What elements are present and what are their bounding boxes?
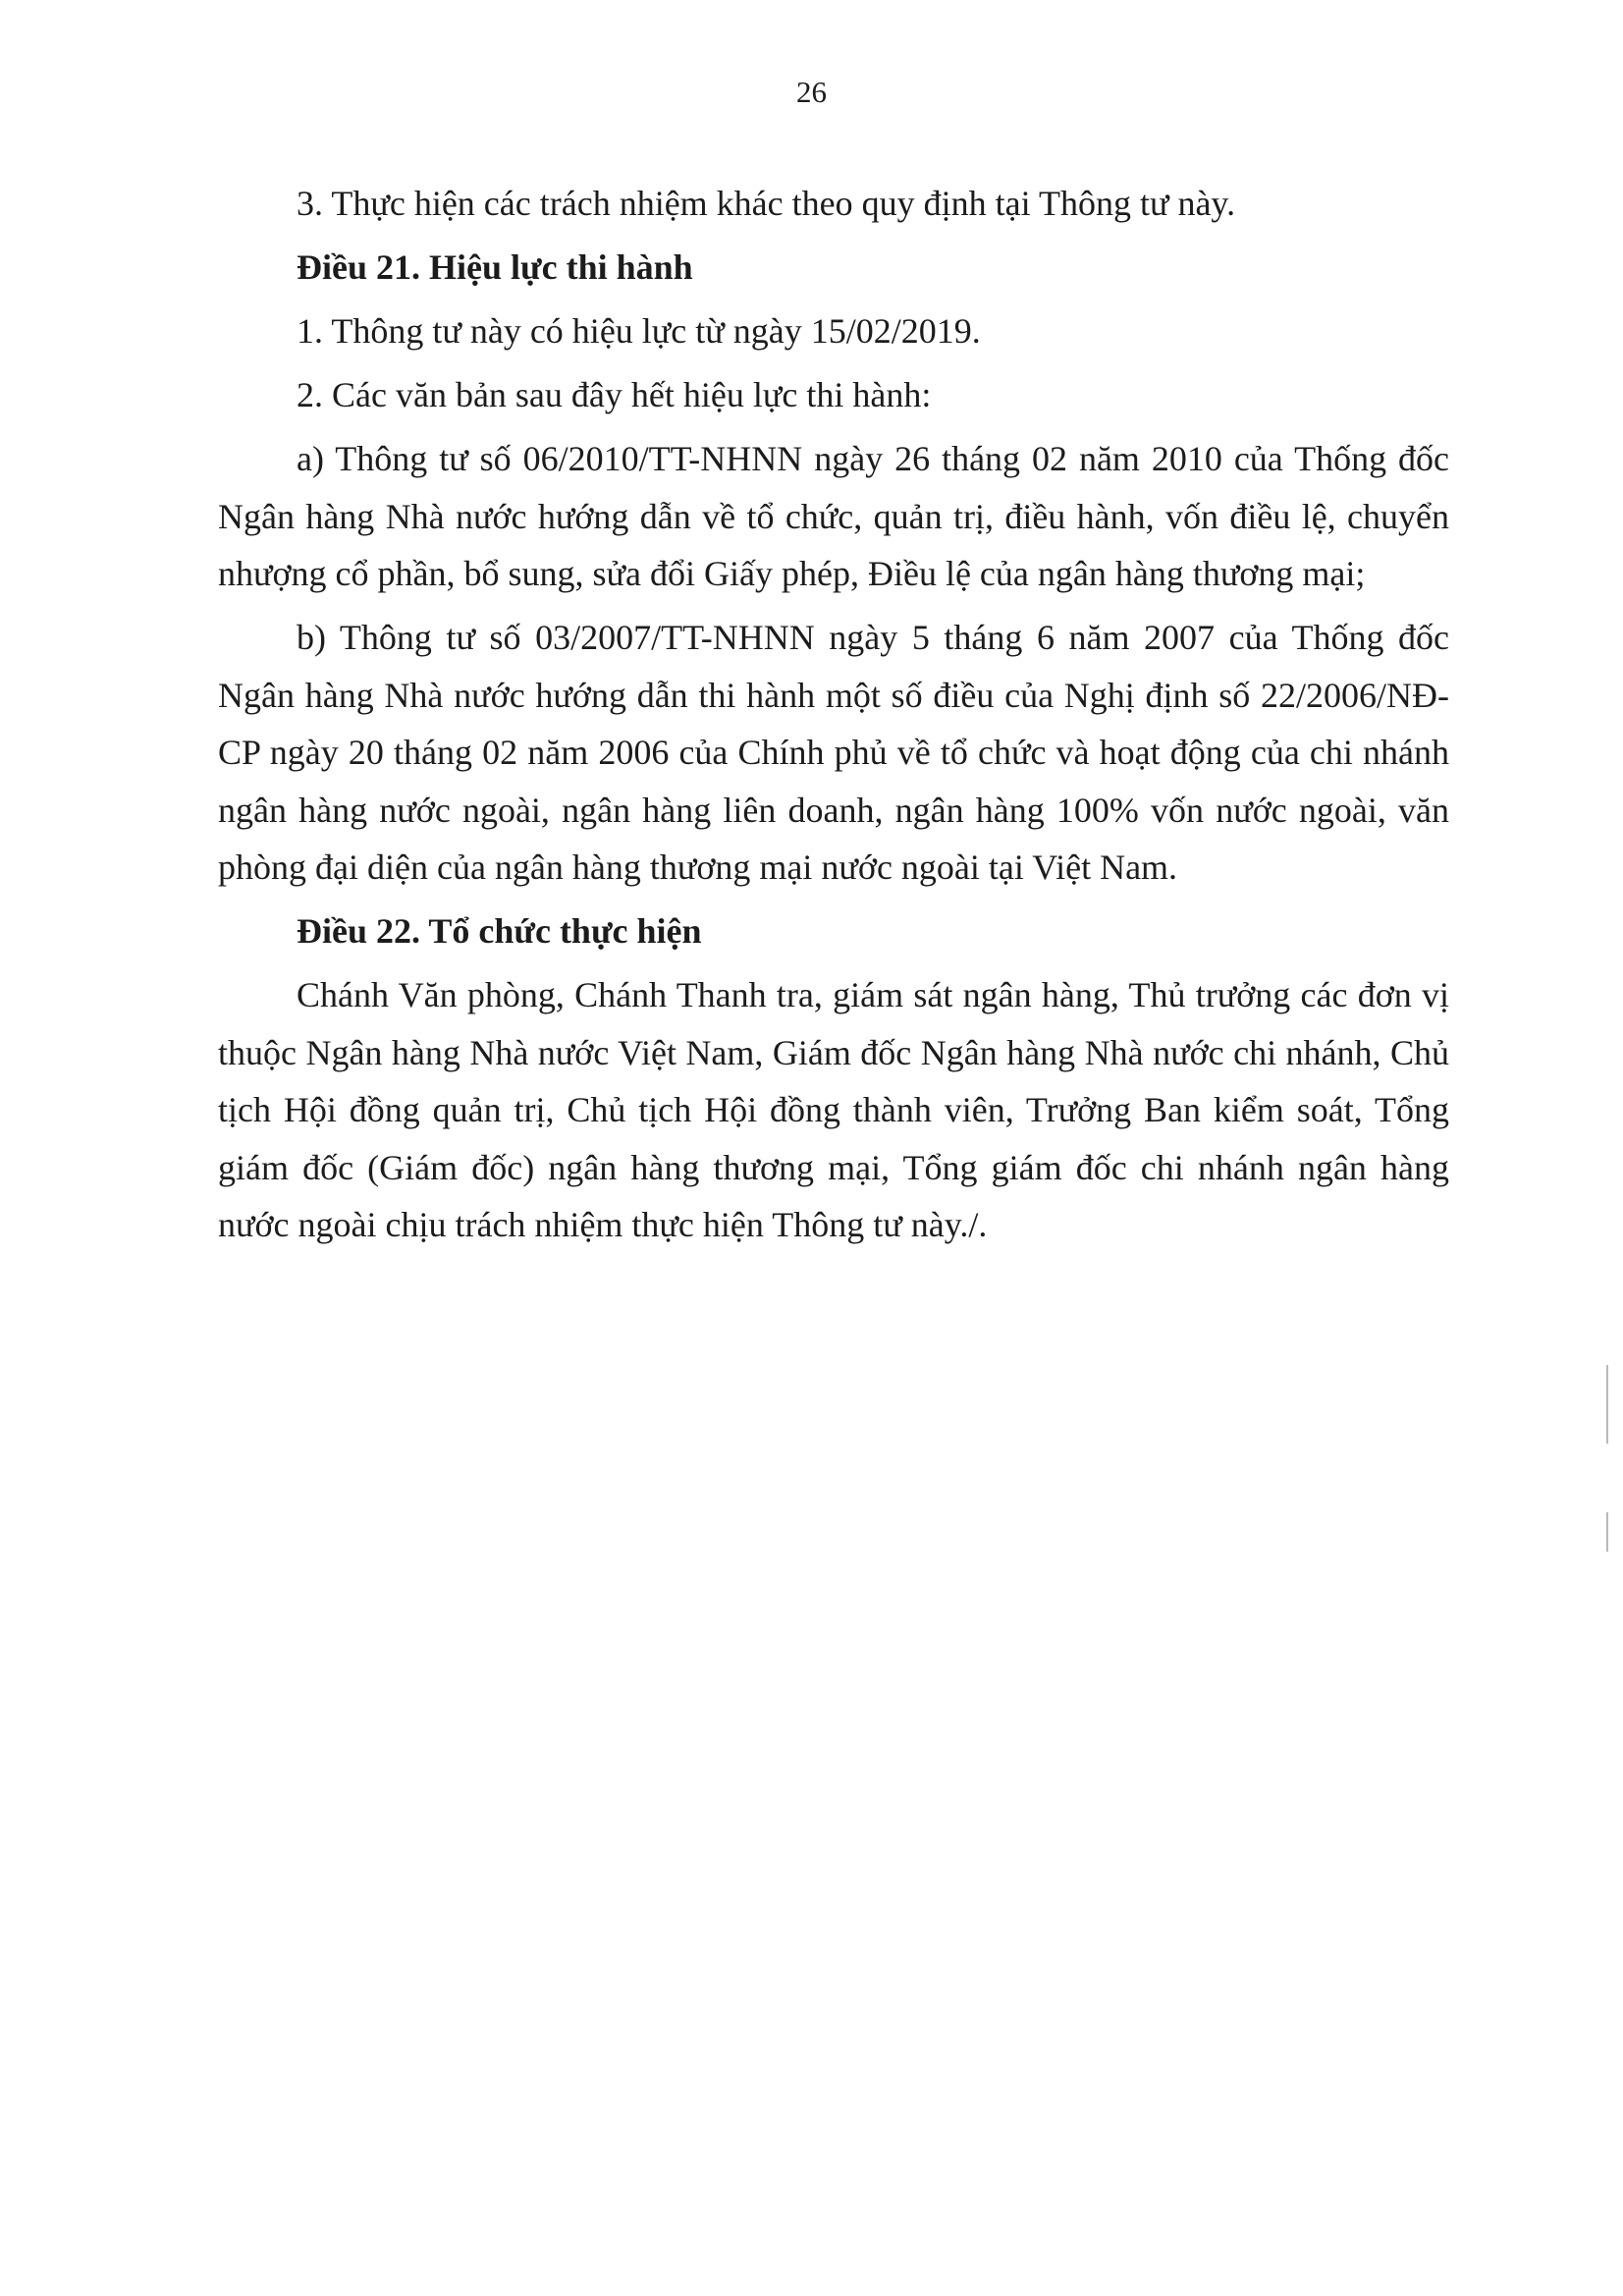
clause-2-paragraph: 2. Các văn bản sau đây hết hiệu lực thi hành: xyxy=(297,375,932,414)
item-b-paragraph: b) Thông tư số 03/2007/TT-NHNN ngày 5 tháng 6 năm 2007 của Thống đốc Ngân hàng Nhà nước hướng dẫn thi hành một số điều của Nghị định số 22/2006/NĐ-CP ngày 20 tháng 02 năm 2006 của Chính phủ về tổ chức và hoạt động của chi nhánh ngân hàng nước ngoài, ngân hàng liên doanh, ngân hàng 100% vốn nước ngoài, văn phòng đại diện của ngân hàng thương mại nước ngoài tại Việt Nam. xyxy=(218,618,1449,887)
document-body xyxy=(218,175,1449,1260)
implementation-paragraph: Chánh Văn phòng, Chánh Thanh tra, giám sát ngân hàng, Thủ trưởng các đơn vị thuộc Ngân hàng Nhà nước Việt Nam, Giám đốc Ngân hàng Nhà nước chi nhánh, Chủ tịch Hội đồng quản trị, Chủ tịch Hội đồng thành viên, Trưởng Ban kiểm soát, Tổng giám đốc (Giám đốc) ngân hàng thương mại, Tổng giám đốc chi nhánh ngân hàng nước ngoài chịu trách nhiệm thực hiện Thông tư này./. xyxy=(218,975,1449,1244)
scan-edge-mark xyxy=(1606,1512,1608,1552)
scan-edge-mark xyxy=(1606,1365,1608,1444)
article-21-heading: Điều 21. Hiệu lực thi hành xyxy=(297,247,693,287)
article-22-heading: Điều 22. Tổ chức thực hiện xyxy=(297,911,702,951)
page-number: 26 xyxy=(796,75,827,109)
clause-3-paragraph: 3. Thực hiện các trách nhiệm khác theo quy định tại Thông tư này. xyxy=(297,184,1236,223)
clause-1-paragraph: 1. Thông tư này có hiệu lực từ ngày 15/02/2019. xyxy=(297,311,981,351)
item-a-paragraph: a) Thông tư số 06/2010/TT-NHNN ngày 26 tháng 02 năm 2010 của Thống đốc Ngân hàng Nhà nước hướng dẫn về tổ chức, quản trị, điều hành, vốn điều lệ, chuyển nhượng cổ phần, bổ sung, sửa đổi Giấy phép, Điều lệ của ngân hàng thương mại; xyxy=(218,439,1449,593)
